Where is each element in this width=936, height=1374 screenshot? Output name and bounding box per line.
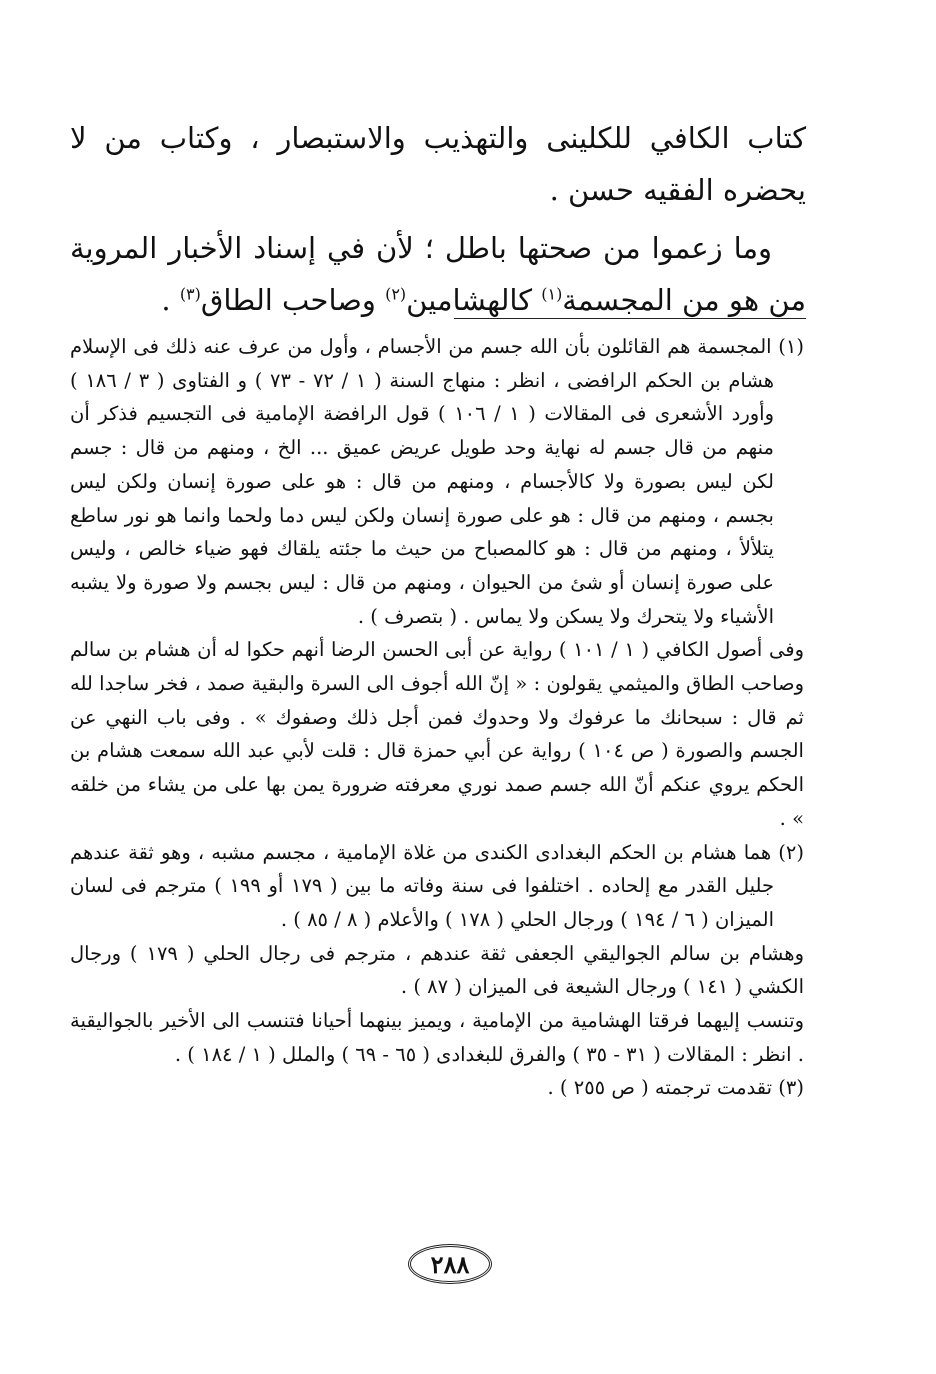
footnote-ref-2: (٢): [385, 284, 407, 304]
main-paragraph-2-mid: كالهشامين: [406, 283, 542, 317]
main-paragraph-1: كتاب الكافي للكلينى والتهذيب والاستبصار ، وكتاب من لا يحضره الفقيه حسن .: [70, 121, 806, 207]
footnote-ref-3: (٣): [179, 284, 201, 304]
footnote-1-continued: وفى أصول الكافي ( ١ / ١٠١ ) رواية عن أبى الحسن الرضا أنهم حكوا له أن هشام بن سالم وصاحب الطاق والميثمي يقولون : « إنّ الله أجوف الى السرة والبقية صمد ، فخر ساجدا لله ثم قال : سبحانك ما عرفوك ولا وحدوك فمن أجل ذلك وصفوك » . وفى باب النهي عن الجسم والصورة ( ص ١٠٤ ) رواية عن أبي حمزة قال : قلت لأبي عبد الله سمعت هشام بن الحكم يروي عنكم أنّ الله جسم صمد نوري معرفته ضرورة يمن بها على من يشاء من خلقه » .: [70, 638, 804, 830]
footnote-2-continued-2: وتنسب إليهما فرقتا الهشامية من الإمامية ، ويميز بينهما أحيانا فتنسب الى الأخير بالجواليقية . انظر : المقالات ( ٣١ - ٣٥ ) والفرق للبغدادى ( ٦٥ - ٦٩ ) والملل ( ١ / ١٨٤ ) .: [70, 1009, 804, 1066]
footnote-2: (٢) هما هشام بن الحكم البغدادى الكندى من غلاة الإمامية ، مجسم مشبه ، وهو ثقة عندهم جليل القدر مع إلحاده . اختلفوا فى سنة وفاته ما بين ( ١٧٩ أو ١٩٩ ) مترجم فى لسان الميزان ( ٦ / ١٩٤ ) ورجال الحلي ( ١٧٨ ) والأعلام ( ٨ / ٨٥ ) .: [70, 840, 804, 931]
footnote-divider: [454, 318, 806, 319]
main-paragraph-2-text: وما زعموا من صحتها باطل ؛ لأن في إسناد الأخبار المروية من هو من المجسمة: [70, 231, 806, 317]
main-paragraph-2: [70, 222, 806, 326]
main-paragraph-2-mid2: وصاحب الطاق: [200, 283, 386, 317]
footnote-ref-1: (١): [541, 284, 563, 304]
footnotes: [70, 330, 804, 1105]
page-number: ٢٨٨: [408, 1244, 492, 1284]
footnote-2-continued: وهشام بن سالم الجواليقي الجعفى ثقة عندهم ، مترجم فى رجال الحلي ( ١٧٩ ) ورجال الكشي ( ١٤١ ) ورجال الشيعة فى الميزان ( ٨٧ ) .: [70, 941, 804, 999]
main-text: [70, 112, 806, 326]
footnote-1: (١) المجسمة هم القائلون بأن الله جسم من الأجسام ، وأول من عرف عنه ذلك فى الإسلام هشام بن الحكم الرافضى ، انظر : منهاج السنة ( ١ / ٧٢ - ٧٣ ) و الفتاوى ( ٣ / ١٨٦ ) وأورد الأشعرى فى المقالات ( ١ / ١٠٦ ) قول الرافضة الإمامية فى التجسيم فذكر أن منهم من قال جسم له نهاية وحد طويل عريض عميق ... الخ ، ومنهم من قال : جسم لكن ليس بصورة ولا كالأجسام ، ومنهم من قال : هو على صورة إنسان ولكن ليس بجسم ، ومنهم من قال : هو على صورة إنسان ولكن ليس دما ولحما وانما هو نور ساطع يتلألأ ، ومنهم من قال : هو كالمصباح من حيث ما جئته يلقاك فهو ضياء خالص ، وليس على صورة إنسان أو شئ من الحيوان ، ومنهم من قال : ليس بجسم ولا صورة ولا يشبه الأشياء ولا يتحرك ولا يسكن ولا يماس . ( بتصرف ) .: [70, 335, 804, 628]
footnote-3: (٣) تقدمت ترجمته ( ص ٢٥٥ ) .: [547, 1076, 804, 1100]
main-paragraph-2-end: .: [161, 283, 180, 317]
